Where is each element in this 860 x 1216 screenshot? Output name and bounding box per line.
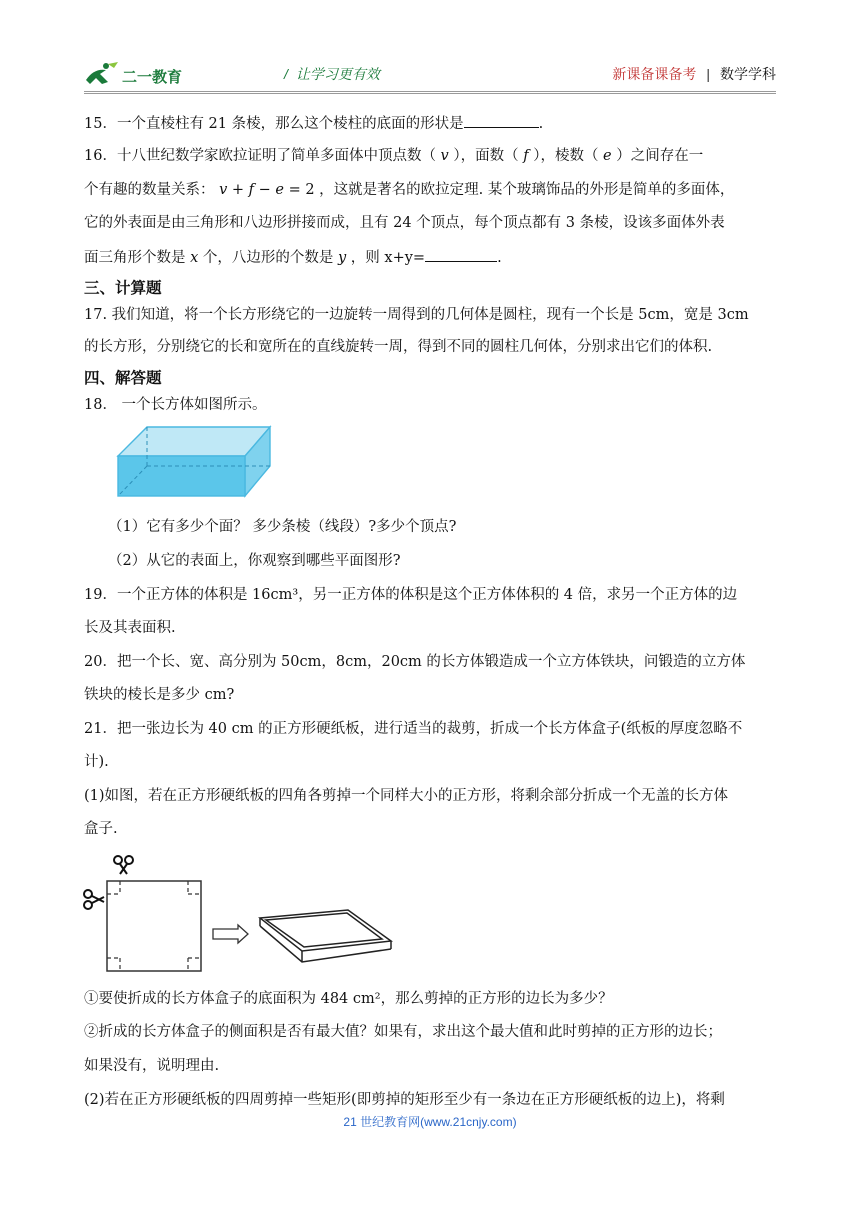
q20-line2: 铁块的棱长是多少 cm?	[84, 687, 235, 703]
question-16-last	[84, 247, 778, 268]
logo	[84, 60, 194, 90]
answer-blank	[464, 113, 539, 128]
q21-c2-line1: ②折成的长方体盒子的侧面积是否有最大值？如果有，求出这个最大值和此时剪掉的正方形的边长；	[84, 1024, 722, 1040]
header-rule-secondary	[84, 93, 776, 94]
scissors-icon-left	[84, 890, 104, 909]
q16-end: .	[497, 250, 502, 266]
q18-line1: 18． 一个长方体如图所示。	[84, 397, 267, 413]
section-heading-answer: 四、解答题	[84, 369, 162, 387]
question-15	[84, 113, 778, 134]
section-heading-calc: 三、计算题	[84, 279, 162, 297]
q21-line2: 计).	[84, 754, 109, 770]
q20-line1: 20．把一个长、宽、高分别为 50cm，8cm，20cm 的长方体锻造成一个立方体铁块，问锻造的立方体	[84, 654, 746, 670]
slogan-text: 让学习更有效	[295, 66, 380, 82]
q21-part1-line2: 盒子.	[84, 821, 118, 837]
header-subject	[612, 64, 776, 84]
header-separator: |	[706, 66, 710, 82]
q21-c1: ①要使折成的长方体盒子的底面积为 484 cm²，那么剪掉的正方形的边长为多少？	[84, 991, 613, 1007]
q17-line2: 的长方形，分别绕它的长和宽所在的直线旋转一周，得到不同的圆柱几何体，分别求出它们的体积.	[84, 339, 713, 355]
page-footer: 21 世纪教育网(www.21cnjy.com)	[343, 1115, 517, 1129]
cuboid-figure	[116, 425, 272, 499]
q16-line1: 16．十八世纪数学家欧拉证明了简单多面体中顶点数（ 𝑣 ），面数（ 𝑓 ），棱数（ 𝑒 ）之间存在一	[84, 148, 704, 164]
q18-sub2: （2）从它的表面上，你观察到哪些平面图形?	[108, 553, 401, 569]
q21-c2-line2: 如果没有，说明理由.	[84, 1058, 220, 1074]
q16-line4: 面三角形个数是 𝑥 个，八边形的个数是 𝑦 ，则 x+y=	[84, 250, 426, 266]
q16-line2: 个有趣的数量关系： 𝑣 + 𝑓 − 𝑒 = 2 ，这就是著名的欧拉定理. 某个玻璃饰品的外形是简单的多面体，	[84, 182, 735, 198]
q21-part2-line1: (2)若在正方形硬纸板的四周剪掉一些矩形(即剪掉的矩形至少有一条边在正方形硬纸板的边上)，将剩	[84, 1092, 725, 1108]
q18-sub1: （1）它有多少个面？ 多少条棱（线段）?多少个顶点?	[108, 519, 457, 535]
q15-end: .	[538, 116, 544, 132]
page-header	[84, 56, 776, 92]
slogan: / 让学习更有效	[284, 66, 380, 82]
q19-line1: 19．一个正方体的体积是 16cm³，另一正方体的体积是这个正方体体积的 4 倍，求另一个正方体的边	[84, 587, 738, 603]
header-rule	[84, 91, 776, 92]
box-folding-figure	[80, 852, 400, 974]
q17-line1: 17. 我们知道，将一个长方形绕它的一边旋转一周得到的几何体是圆柱，现有一个长是 5cm，宽是 3cm	[84, 307, 749, 323]
arrow-right-icon	[213, 925, 248, 943]
q19-line2: 长及其表面积.	[84, 620, 176, 636]
header-course-label: 新课备课备考	[612, 66, 697, 82]
logo-text: 二一教育	[122, 68, 183, 86]
header-subject-label: 数学学科	[720, 66, 776, 82]
q21-part1-line1: (1)如图，若在正方形硬纸板的四角各剪掉一个同样大小的正方形，将剩余部分折成一个无盖的长方体	[84, 788, 729, 804]
scissors-icon-top	[114, 856, 133, 874]
open-box	[260, 910, 391, 962]
answer-blank	[425, 247, 497, 262]
q15-text: 15．一个直棱柱有 21 条棱，那么这个棱柱的底面的形状是	[84, 116, 464, 132]
q16-line3: 它的外表面是由三角形和八边形拼接而成，且有 24 个顶点，每个顶点都有 3 条棱，设该多面体外表	[84, 215, 725, 231]
q21-line1: 21．把一张边长为 40 cm 的正方形硬纸板，进行适当的裁剪，折成一个长方体盒子(纸板的厚度忽略不	[84, 721, 743, 737]
